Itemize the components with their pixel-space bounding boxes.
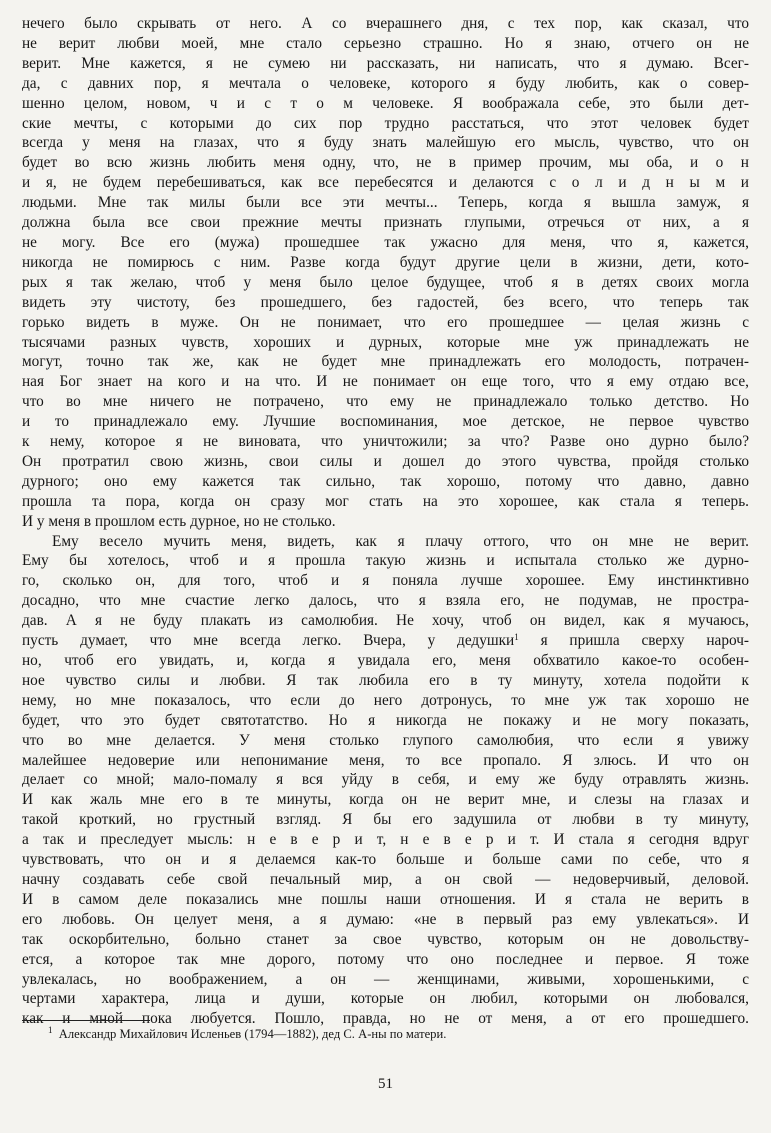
text-line: видеть эту чистоту, без прошедшего, без гадостей, без всего, что теперь так [22,293,749,311]
text-line: к нему, которое я не виновата, что уничтожили; за что? Разве оно дурно было? [22,433,749,451]
text-line: верит. Мне кажется, я не сумею ни рассказать, ни написать, что я думаю. Всег- [22,54,749,72]
text-line: малейшее недоверие или непонимание меня, то все пропало. Я злюсь. И что он [22,751,749,769]
text-line: дурного; оно ему кажется так сильно, так хорошо, потому что давно, давно [22,472,749,490]
text-line: не могу. Все его (мужа) прошедшее так ужасно для меня, что я, кажется, [22,233,749,251]
paragraph-2 [22,532,749,1030]
text-line: будет, что это будет святотатство. Но я никогда не покажу и не могу показать, [22,711,749,729]
text-line: Ему бы хотелось, чтоб и я прошла такую жизнь и испытала столько же дурно- [22,552,749,570]
text-line: прошла та пора, когда он сразу мог стать на это хорошее, как стала я теперь. [22,492,749,510]
text-line: ное чувство силы и любви. Я так любила его в ту минуту, хотела подойти к [22,671,749,689]
footnote-divider [22,1020,150,1021]
text-line: Ему весело мучить меня, видеть, как я плачу оттого, что он мне не верит. [52,532,749,550]
text-line: нечего было скрывать от него. А со вчерашнего дня, с тех пор, как сказал, что [22,15,749,32]
text-line: ские мечты, с которыми до сих пор трудно расстаться, что этот человек будет [22,114,749,132]
footnote-reference[interactable]: 1 [514,632,519,643]
text-line-with-footnote [22,631,749,651]
text-line: го, сколько он, для того, чтоб и я поняла лучше хорошее. Ему инстинктивно [22,572,749,590]
text-line: а так и преследует мысль: н е в е р и т, н е в е р и т. И стала я сегодня вдруг [22,831,749,849]
text-line: досадно, что мне счастие легко далось, что я взяла его, не подумав, не прострa- [22,592,749,610]
text-line: рых я так желаю, чтоб у меня было целое будущее, чтоб я в детях своих могла [22,273,749,291]
text-line: будет во всю жизнь любить меня одну, что, не в пример прочим, мы оба, и о н [22,154,749,172]
text-line: что во мне ничего не потрачено, что ему не принадлежало только детство. Но [22,393,749,411]
text-line: такой кроткий, но грустный взгляд. Я бы его задушила от любви в ту минуту, [22,811,749,829]
text-line: ная Бог знает на кого и на что. И не понимает он еще того, что я ему отдаю все, [22,373,749,391]
footnote-text: Александр Михайлович Исленьев (1794—1882), дед С. А-ны по матери. [58,1027,447,1041]
main-text [22,14,749,1029]
text-line: не верит любви моей, мне стало серьезно страшно. Но я знаю, отчего он не [22,34,749,52]
text-line: Он протратил свою жизнь, свои силы и дошел до этого чувства, пройдя столько [22,452,749,470]
text-fragment: я пришла сверху нароч- [518,632,749,650]
text-line: нему, но мне показалось, что если до него дотронусь, то мне уж так хорошо не [22,691,749,709]
text-line: чувствовать, что он и я делаемся как-то больше и больше сами по себе, что я [22,851,749,869]
page-number: 51 [378,1076,393,1092]
text-line: должна была все свои прежние мечты признать глупыми, отречься от них, а я [22,214,749,232]
text-line: горько видеть в муже. Он не понимает, что его прошедшее — целая жизнь с [22,313,749,331]
text-line: всегда у меня на глазах, что я буду знать малейшую его мысль, чувство, что он [22,134,749,152]
text-line: могут, точно так же, как не будет мне принадлежать его молодость, потрачен- [22,353,749,371]
text-line: и я, не будем перебешиваться, как все перебесятся и делаются с о л и д н ы м и [22,174,749,192]
text-line: шенно целом, новом, ч и с т о м человеке. Я воображала себе, это были дет- [22,94,749,112]
text-line: ется, а которое так мне дорого, потому что оно последнее и первое. Я тоже [22,950,749,968]
text-line: людьми. Мне так милы были все эти мечты... Теперь, когда я вышла замуж, я [22,194,749,212]
text-fragment: пусть думает, что мне всегда легко. Вчера, у дедушки [22,632,515,650]
text-line: И у меня в прошлом есть дурное, но не столько. [22,512,336,530]
text-line: что во мне делается. У меня столько глупого самолюбия, что если я увижу [22,731,749,749]
text-line: увлекалась, но воображением, а он — женщинами, живыми, хорошенькими, с [22,970,749,988]
text-line: чертами характера, лица и души, которые он любил, которыми он любовался, [22,990,749,1008]
text-line: и то принадлежало ему. Лучшие воспоминания, мое детское, не первое чувство [22,413,749,431]
text-line: И как жаль мне его в те минуты, когда он не верит мне, и слезы на глазах и [22,791,749,809]
paragraph-1 [22,14,749,532]
text-line: дав. А я не буду плакать из самолюбия. Не хочу, чтоб он видел, как я мучаюсь, [22,612,749,630]
text-line: как и мной пока любуется. Пошло, правда, но не от меня, а от его прошедшего. [22,1010,749,1028]
text-line: никогда не помирюсь с ним. Разве когда будут другие цели в жизни, дети, кото- [22,253,749,271]
text-line: тысячами разных чувств, хороших и дурных, которые мне уж принадлежать не [22,333,749,351]
text-line: так оскорбительно, больно станет за свое чувство, которым он не довольству- [22,930,749,948]
text-line: И в самом деле показались мне пошлы наши отношения. И я стала не верить в [22,890,749,908]
footnote [48,1026,446,1042]
text-line: но, чтоб его увидать, и, когда я увидала его, меня обхватило какое-то особен- [22,652,749,669]
footnote-marker: 1 [48,1025,53,1035]
text-line: начну создавать себе свой печальный мир, а он свой — недоверчивый, деловой. [22,870,749,888]
text-line: да, с давних пор, я мечтала о человеке, которого я буду любить, как о совер- [22,74,749,92]
text-line: его любовь. Он целует меня, а я думаю: «не в первый раз ему увлекаться». И [22,910,749,928]
text-line: делает со мной; мало-помалу я вся уйду в себя, и ему же буду отравлять жизнь. [22,771,749,789]
